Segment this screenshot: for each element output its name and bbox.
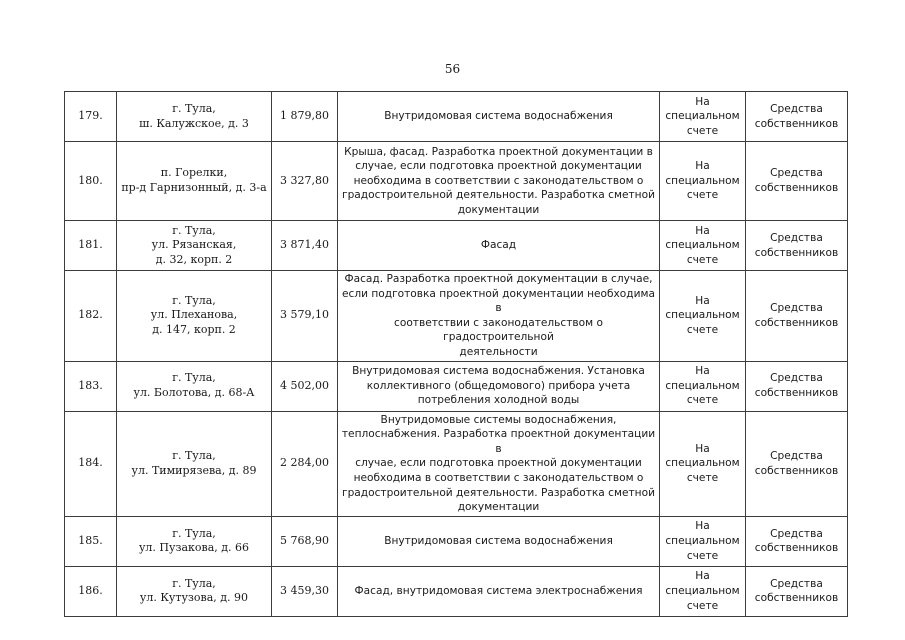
works-cell [338, 566, 660, 616]
account-method-line: специальном [665, 457, 740, 470]
works-line: Фасад [480, 239, 517, 252]
account-method-line: специальном [665, 309, 740, 322]
account-method-line: На [695, 365, 710, 378]
address-line: д. 147, корп. 2 [152, 323, 236, 337]
account-method-line: счете [686, 549, 719, 562]
address-line: ш. Калужское, д. 3 [139, 116, 249, 130]
address-line: ул. Болотова, д. 68-А [133, 386, 255, 400]
row-number-cell: 186. [65, 566, 117, 616]
account-method-cell [660, 271, 746, 362]
cost-cell: 5 768,90 [272, 516, 338, 566]
account-method-line: специальном [665, 379, 740, 392]
address-line: г. Тула, [172, 101, 216, 115]
account-method-line: счете [686, 189, 719, 202]
address-line: г. Тула, [172, 526, 216, 540]
works-line: Внутридомовая система водоснабжения [384, 110, 613, 123]
funding-source-cell [746, 92, 848, 142]
funding-source-cell [746, 361, 848, 411]
account-method-cell [660, 516, 746, 566]
funding-source-line: собственников [754, 387, 839, 400]
cost-cell: 3 871,40 [272, 221, 338, 271]
funding-source-line: Средства [770, 302, 823, 315]
funding-source-line: Средства [770, 577, 823, 590]
row-number-cell: 184. [65, 411, 117, 516]
funding-source-line: собственников [754, 592, 839, 605]
account-method-line: На [695, 520, 710, 533]
repair-register-table [64, 91, 848, 617]
table-row [65, 361, 848, 411]
account-method-line: счете [686, 471, 719, 484]
table-row [65, 411, 848, 516]
funding-source-cell [746, 566, 848, 616]
account-method-line: счете [686, 253, 719, 266]
funding-source-line: Средства [770, 231, 823, 244]
address-line: д. 32, корп. 2 [155, 252, 233, 266]
address-cell [117, 566, 272, 616]
funding-source-line: собственников [754, 464, 839, 477]
account-method-cell [660, 142, 746, 221]
row-number-cell: 181. [65, 221, 117, 271]
address-cell [117, 361, 272, 411]
table-row [65, 516, 848, 566]
account-method-line: На [695, 442, 710, 455]
address-line: г. Тула, [172, 449, 216, 463]
row-number-cell: 185. [65, 516, 117, 566]
address-line: пр-д Гарнизонный, д. 3-а [121, 181, 267, 194]
funding-source-line: собственников [754, 117, 839, 130]
funding-source-cell [746, 516, 848, 566]
funding-source-cell [746, 271, 848, 362]
address-cell [117, 411, 272, 516]
works-line: Крыша, фасад. Разработка проектной документации в [344, 145, 653, 158]
works-line: Внутридомовая система водоснабжения. Установка [352, 365, 645, 378]
address-line: г. Тула, [172, 293, 216, 307]
works-line: Внутридомовые системы водоснабжения, [380, 413, 617, 426]
account-method-line: специальном [665, 584, 740, 597]
works-cell [338, 411, 660, 516]
funding-source-cell [746, 221, 848, 271]
funding-source-line: собственников [754, 316, 839, 329]
row-number-cell: 182. [65, 271, 117, 362]
account-method-line: специальном [665, 239, 740, 252]
address-cell [117, 221, 272, 271]
works-line: градостроительной деятельности. Разработка сметной [342, 486, 655, 499]
account-method-line: специальном [665, 534, 740, 547]
funding-source-line: собственников [754, 182, 839, 194]
cost-cell: 4 502,00 [272, 361, 338, 411]
address-cell [117, 142, 272, 221]
account-method-cell [660, 221, 746, 271]
address-line: ул. Кутузова, д. 90 [139, 591, 249, 605]
account-method-line: На [695, 160, 710, 173]
account-method-line: счете [686, 394, 719, 407]
works-line: документации [457, 203, 540, 216]
account-method-line: счете [686, 324, 719, 337]
address-cell [117, 92, 272, 142]
works-line: соответствии с законодательством о градостроительной [394, 316, 603, 344]
works-cell [338, 92, 660, 142]
works-line: если подготовка проектной документации необходима в [341, 287, 655, 315]
account-method-line: специальном [665, 110, 740, 123]
works-line: документации [457, 501, 540, 514]
funding-source-line: Средства [770, 102, 823, 115]
row-number-cell: 183. [65, 361, 117, 411]
row-number-cell: 179. [65, 92, 117, 142]
funding-source-line: Средства [770, 527, 823, 540]
works-line: необходима в соответствии с законодательством о [353, 174, 644, 187]
works-cell [338, 271, 660, 362]
address-line: ул. Рязанская, [151, 238, 237, 252]
funding-source-line: Средства [770, 450, 823, 463]
address-line: г. Тула, [172, 223, 216, 237]
account-method-line: счете [686, 124, 719, 137]
page-number: 56 [444, 62, 461, 76]
account-method-line: специальном [665, 174, 740, 187]
table-row [65, 221, 848, 271]
works-cell [338, 221, 660, 271]
account-method-line: На [695, 224, 710, 237]
table-row [65, 142, 848, 221]
cost-cell: 3 327,80 [272, 142, 338, 221]
account-method-cell [660, 92, 746, 142]
address-line: г. Тула, [172, 371, 216, 385]
cost-cell: 2 284,00 [272, 411, 338, 516]
address-cell [117, 271, 272, 362]
address-line: п. Горелки, [160, 166, 228, 180]
works-line: случае, если подготовка проектной документации [355, 457, 642, 470]
account-method-cell [660, 361, 746, 411]
address-cell [117, 516, 272, 566]
funding-source-cell [746, 142, 848, 221]
table-row [65, 566, 848, 616]
cost-cell: 1 879,80 [272, 92, 338, 142]
works-line: коллективного (общедомового) прибора учета [366, 379, 631, 392]
works-line: Внутридомовая система водоснабжения [384, 534, 613, 547]
address-line: ул. Тимирязева, д. 89 [131, 463, 257, 477]
works-line: необходима в соответствии с законодательством о [353, 471, 644, 484]
funding-source-line: Средства [770, 167, 823, 180]
address-line: г. Тула, [172, 576, 216, 590]
works-line: потребления холодной воды [417, 394, 580, 407]
cost-cell: 3 459,30 [272, 566, 338, 616]
funding-source-line: собственников [754, 542, 839, 555]
row-number-cell: 180. [65, 142, 117, 221]
address-line: ул. Пузакова, д. 66 [138, 541, 250, 555]
works-line: Фасад, внутридомовая система электроснабжения [354, 584, 643, 597]
works-cell [338, 361, 660, 411]
account-method-cell [660, 411, 746, 516]
works-line: градостроительной деятельности. Разработка сметной [342, 189, 655, 202]
funding-source-cell [746, 411, 848, 516]
account-method-line: На [695, 95, 710, 108]
address-line: ул. Плеханова, [150, 308, 238, 322]
works-cell [338, 516, 660, 566]
account-method-cell [660, 566, 746, 616]
table-row [65, 92, 848, 142]
account-method-line: На [695, 570, 710, 583]
table-body [65, 92, 848, 617]
table-row [65, 271, 848, 362]
works-line: деятельности [459, 345, 538, 358]
works-line: Фасад. Разработка проектной документации в случае, [344, 273, 653, 285]
works-line: случае, если подготовка проектной документации [355, 160, 642, 173]
funding-source-line: собственников [754, 246, 839, 259]
account-method-line: На [695, 294, 710, 307]
works-line: теплоснабжения. Разработка проектной документации в [341, 428, 656, 455]
funding-source-line: Средства [770, 372, 823, 385]
account-method-line: счете [686, 599, 719, 612]
works-cell [338, 142, 660, 221]
cost-cell: 3 579,10 [272, 271, 338, 362]
